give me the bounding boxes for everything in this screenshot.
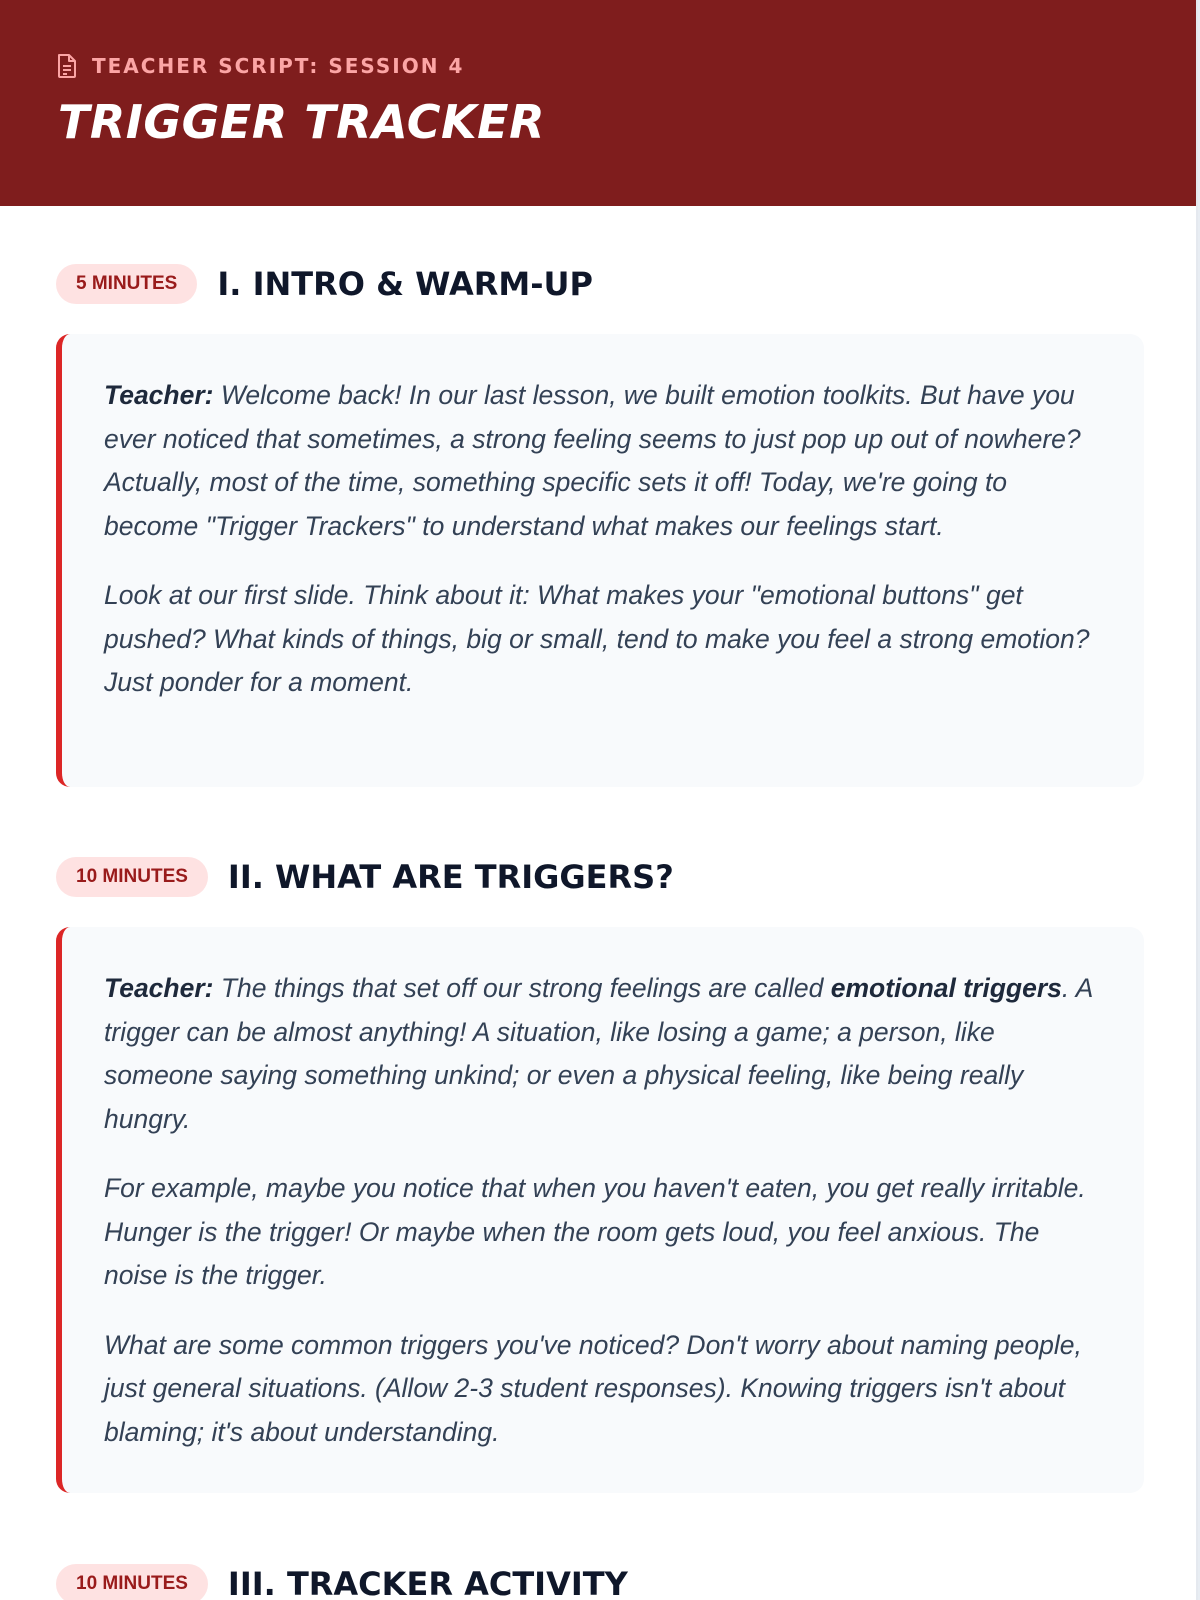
- script-paragraph: [104, 967, 1102, 1141]
- section-title: III. TRACKER ACTIVITY: [227, 1565, 628, 1600]
- duration-badge: 10 MINUTES: [56, 1564, 208, 1600]
- page-header: [0, 0, 1198, 206]
- script-box-intro: [56, 334, 1144, 787]
- script-paragraph: For example, maybe you notice that when you haven't eaten, you get really irritable. Hunger is the trigger! Or maybe when the room gets loud, you feel anxious. The noise is the trigger.: [104, 1173, 1086, 1290]
- section-heading-intro: [56, 263, 593, 305]
- script-text: The things that set off our strong feelings are called: [213, 973, 831, 1003]
- section-title: I. INTRO & WARM-UP: [217, 265, 593, 303]
- script-paragraph: Look at our first slide. Think about it: What makes your "emotional buttons" get pushed? What kinds of things, big or small, tend to make you feel a strong emotion? Just ponder for a moment.: [104, 580, 1090, 697]
- script-box-triggers: [56, 927, 1144, 1493]
- script-paragraph: [104, 374, 1102, 548]
- duration-badge: 10 MINUTES: [56, 857, 208, 897]
- script-paragraph: What are some common triggers you've noticed? Don't worry about naming people, just general situations. (Allow 2-3 student responses). Knowing triggers isn't about blaming; it's about understanding.: [104, 1329, 1082, 1447]
- duration-badge: 5 MINUTES: [56, 264, 197, 304]
- speaker-label: Teacher:: [104, 380, 214, 410]
- document-icon: [56, 53, 78, 79]
- page-title: TRIGGER TRACKER: [58, 95, 546, 149]
- section-heading-triggers: [56, 856, 674, 898]
- script-text: Welcome back! In our last lesson, we built emotion toolkits. But have you ever noticed that sometimes, a strong feeling seems to just pop up out of nowhere? Actually, most of the time, something specific sets it off! Today, we're going to become "Trigger Trackers" to understand what makes our feelings start.: [104, 380, 1081, 541]
- section-title: II. WHAT ARE TRIGGERS?: [227, 858, 674, 896]
- header-kicker-label: TEACHER SCRIPT: SESSION 4: [92, 54, 465, 78]
- speaker-label: Teacher:: [104, 973, 214, 1003]
- section-heading-activity: [56, 1563, 628, 1600]
- header-kicker: [56, 52, 464, 80]
- script-text: . A trigger can be almost anything! A situation, like losing a game; a person, like someone saying something unkind; or even a physical feeling, like being really hungry.: [104, 973, 1093, 1134]
- key-term: emotional triggers: [830, 973, 1062, 1003]
